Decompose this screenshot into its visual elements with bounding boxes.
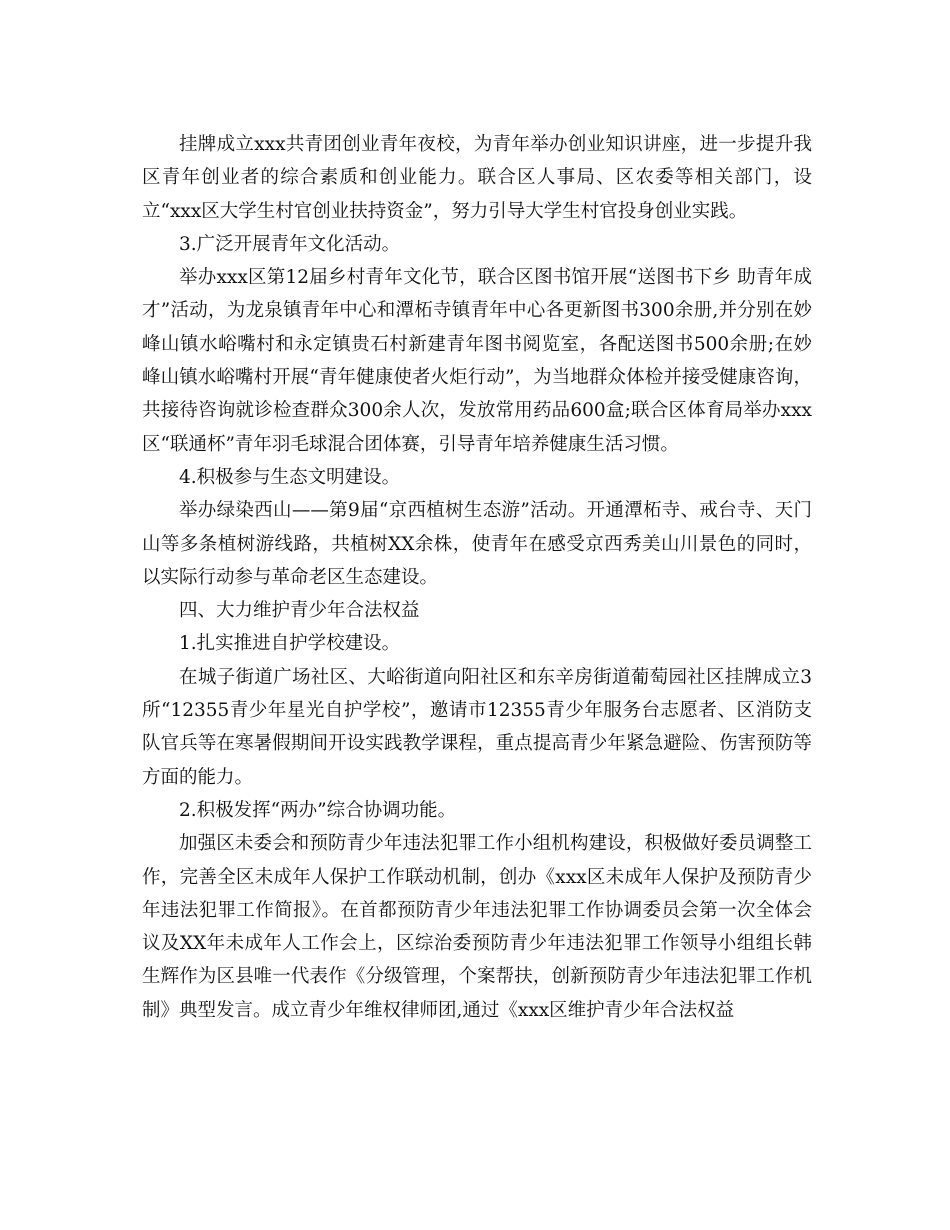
heading-ecological-civilization: 4.积极参与生态文明建设。 <box>179 466 401 488</box>
heading-youth-culture: 3.广泛开展青年文化活动。 <box>179 233 401 255</box>
paragraph-self-protection-school: 在城子街道广场社区、大峪街道向阳社区和东辛房街道葡萄园社区挂牌成立3所“12355青少年星光自护学校”，邀请市12355青少年服务台志愿者、区消防支队官兵等在寒暑假期间开设实践教学课程，重点提高青少年紧急避险、伤害预防等方面的能力。 <box>142 666 812 788</box>
document-body <box>142 128 812 1027</box>
section-heading-rights: 四、大力维护青少年合法权益 <box>179 600 420 622</box>
heading-self-protection-school: 1.扎实推进自护学校建设。 <box>179 633 401 655</box>
paragraph-culture-festival: 举办xxx区第12届乡村青年文化节，联合区图书馆开展“送图书下乡 助青年成才”活动，为龙泉镇青年中心和潭柘寺镇青年中心各更新图书300余册,并分别在妙峰山镇水峪嘴村和永定镇贵石村新建青年图书阅览室，各配送图书500余册;在妙峰山镇水峪嘴村开展“青年健康使者火炬行动”，为当地群众体检并接受健康咨询，共接待咨询就诊检查群众300余人次，发放常用药品600盒;联合区体育局举办xxx区“联通杯”青年羽毛球混合团体赛，引导青年培养健康生活习惯。 <box>142 267 812 455</box>
paragraph-tree-planting: 举办绿染西山——第9届“京西植树生态游”活动。开通潭柘寺、戒台寺、天门山等多条植树游线路，共植树XX余株，使青年在感受京西秀美山川景色的同时，以实际行动参与革命老区生态建设。 <box>142 500 812 588</box>
paragraph-coordination: 加强区未委会和预防青少年违法犯罪工作小组机构建设，积极做好委员调整工作，完善全区未成年人保护工作联动机制，创办《xxx区未成年人保护及预防青少年违法犯罪工作简报》。在首都预防青少年违法犯罪工作协调委员会第一次全体会议及XX年未成年人工作会上，区综治委预防青少年违法犯罪工作领导小组组长韩生辉作为区县唯一代表作《分级管理，个案帮扶，创新预防青少年违法犯罪工作机制》典型发言。成立青少年维权律师团,通过《xxx区维护青少年合法权益 <box>142 833 812 1021</box>
heading-coordination-function: 2.积极发挥“两办”综合协调功能。 <box>179 799 457 821</box>
paragraph-youth-entrepreneurship: 挂牌成立xxx共青团创业青年夜校，为青年举办创业知识讲座，进一步提升我区青年创业者的综合素质和创业能力。联合区人事局、区农委等相关部门，设立“xxx区大学生村官创业扶持资金”，努力引导大学生村官投身创业实践。 <box>142 134 812 222</box>
